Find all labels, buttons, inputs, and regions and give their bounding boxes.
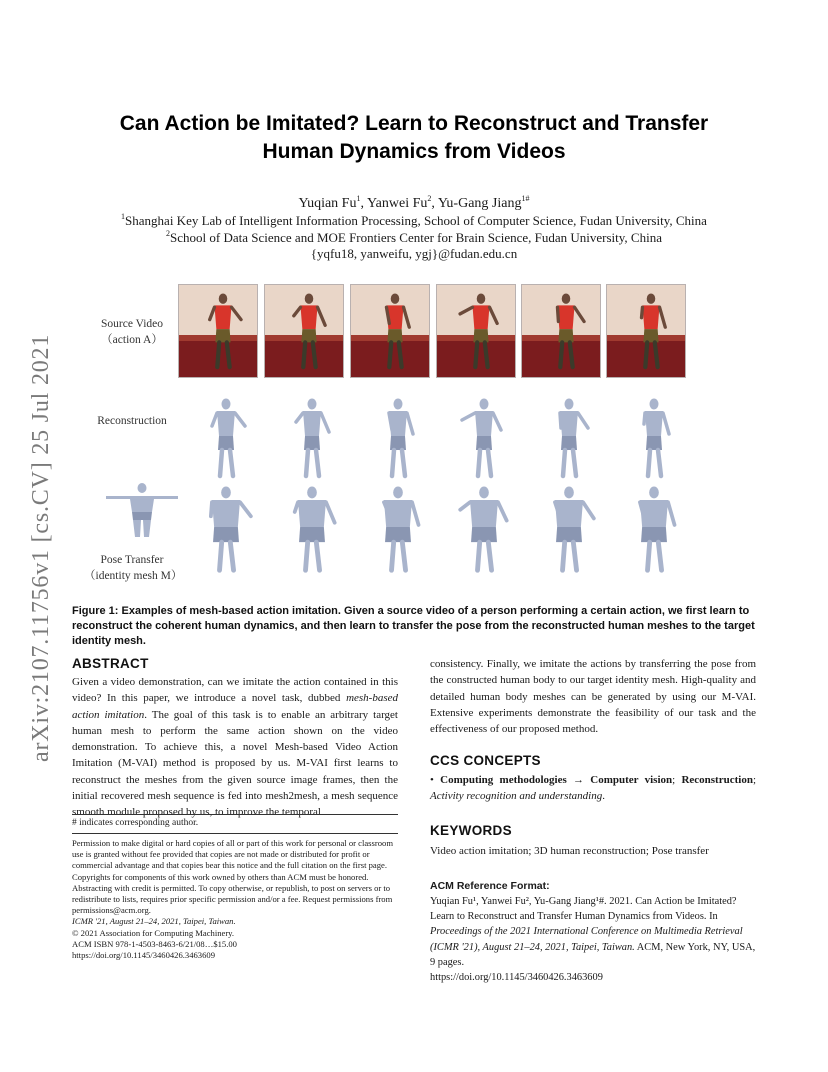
title-line-1: Can Action be Imitated? Learn to Reconstruct and Transfer [119, 112, 709, 135]
video-frame-image [351, 285, 429, 377]
venue-line: ICMR '21, August 21–24, 2021, Taipei, Taiwan. [72, 916, 236, 927]
ccs-sep: ; [752, 774, 757, 786]
copyright-line: © 2021 Association for Computing Machinery. [72, 927, 235, 938]
video-frame-image [607, 285, 685, 377]
ccs-concept: Computing methodologies [440, 774, 567, 786]
transferred-mesh [446, 482, 516, 574]
doi-line: https://doi.org/10.1145/3460426.3463609 [72, 950, 215, 961]
video-frame [178, 284, 258, 378]
figure-caption: Figure 1: Examples of mesh-based action imitation. Given a source video of a person performing a certain action, we first learn to reconstruct the coherent human dynamics, and then learn to transfer the pose from the reconstructed human meshes to the target identity mesh. [72, 605, 755, 647]
affiliation-mark: 2 [166, 229, 171, 238]
video-frame [264, 284, 344, 378]
acm-ref-italic: Proceedings of the 2021 International Conference on Multimedia Retrieval (ICMR '21), August 21–24, 2021, Taipei, Taiwan. [430, 926, 743, 953]
transferred-mesh [616, 482, 686, 574]
isbn-line: ACM ISBN 978-1-4503-8463-6/21/08…$15.00 [72, 938, 237, 949]
row-label-line: （action A） [101, 334, 163, 346]
ccs-end: . [602, 790, 605, 803]
keywords-heading: KEYWORDS [430, 823, 512, 838]
reconstructed-mesh [274, 394, 344, 486]
reconstructed-mesh [188, 394, 258, 486]
author-emails: {yqfu18, yanweifu, ygj}@fudan.edu.cn [310, 246, 518, 261]
abstract-body [72, 674, 398, 821]
author-name: Yuqian Fu [298, 196, 357, 211]
acm-ref-heading: ACM Reference Format: [430, 880, 550, 892]
acm-ref-text: Yuqian Fu¹, Yanwei Fu², Yu-Gang Jiang¹#. 2021. Can Action be Imitated? Learn to Reconstruct and Transfer Human Dynamics from Videos. In [430, 896, 737, 923]
author-list: Yuqian Fu$^1$, Yanwei Fu$^2$, Yu-Gang Jiang$^{1\#}$ [298, 194, 530, 211]
footnote-rule [72, 814, 398, 815]
source-video-label [84, 316, 180, 348]
row-label-line: Source Video [100, 318, 163, 330]
ccs-arrow: → [566, 774, 591, 786]
abstract-continuation: consistency. Finally, we imitate the actions by transferring the pose from the constructed human body to our target identity mesh. High-quality and detailed human body meshes can be generated by using our M-VAI. Extensive experiments demonstrate the feasibility of our task and the effectiveness of our proposed method. [430, 658, 756, 736]
author-mark: 2 [427, 194, 432, 203]
keywords-body: Video action imitation; 3D human reconstruction; Pose transfer [430, 845, 709, 857]
abstract-text: Given a video demonstration, can we imitate the action contained in this video? In this paper, we introduce a novel task, dubbed [72, 676, 398, 705]
reconstruction-label: Reconstruction [97, 415, 167, 427]
abstract-heading: ABSTRACT [72, 656, 149, 671]
reconstructed-mesh [616, 394, 686, 486]
permission-rule [72, 833, 398, 834]
video-frame [521, 284, 601, 378]
video-frame [350, 284, 430, 378]
permission-block [72, 838, 398, 961]
video-frame-image [522, 285, 600, 377]
video-frame-image [179, 285, 257, 377]
acm-ref-text: ACM, New York, NY, USA, 9 pages. [430, 941, 756, 968]
arxiv-stamp: arXiv:2107.11756v1 [cs.CV] 25 Jul 2021 [28, 333, 54, 762]
footnote: # indicates corresponding author. [72, 818, 199, 828]
affiliation-text: Shanghai Key Lab of Intelligent Information Processing, School of Computer Science, Fudan University, China [125, 213, 707, 228]
affiliation-mark: 1 [121, 212, 126, 221]
permission-text: Permission to make digital or hard copies of all or part of this work for personal or classroom use is granted without fee provided that copies are not made or distributed for profit or commercial advantage and that copies bear this notice and the full citation on the first page. Copyrights for components of this work owned by others than ACM must be honored. Abstracting with credit is permitted. To copy otherwise, or republish, to post on servers or to redistribute to lists, requires prior specific permission and/or a fee. Request permissions from permissions@acm.org. [72, 838, 393, 916]
pose-transfer-label [84, 552, 183, 584]
video-frame [606, 284, 686, 378]
transferred-mesh [360, 482, 430, 574]
reconstructed-mesh [360, 394, 430, 486]
ccs-concept: Reconstruction [681, 774, 753, 786]
video-frame-image [437, 285, 515, 377]
video-frame [436, 284, 516, 378]
reconstructed-mesh [446, 394, 516, 486]
row-label-line: （identity mesh M） [84, 570, 183, 582]
ccs-sep: ; [672, 774, 682, 786]
title-line-2: Human Dynamics from Videos [262, 140, 566, 163]
ccs-heading: CCS CONCEPTS [430, 753, 541, 768]
identity-mesh-tpose [102, 482, 182, 538]
ccs-body [430, 772, 756, 805]
reconstructed-mesh [531, 394, 601, 486]
affiliation-1 [80, 212, 748, 230]
abstract-italic: mesh-based action imitation [72, 692, 398, 721]
abstract-text: . The goal of this task is to enable an arbitrary target human mesh to perform the same action shown on the video demonstration. To achieve this, a novel Mesh-based Video Action Imitation (M-VAI) method is proposed by us. M-VAI first learns to reconstruct the meshes from the given source image frames, then the initial recovered mesh sequence is fed into mesh2mesh, a mesh sequence smooth module proposed by us, to improve the temporal [72, 708, 398, 819]
author-name: Yanwei Fu [366, 196, 428, 211]
affiliation-text: School of Data Science and MOE Frontiers Center for Brain Science, Fudan University, China [170, 230, 662, 245]
transferred-mesh [188, 482, 258, 574]
video-frame-image [265, 285, 343, 377]
author-mark: 1 [356, 194, 361, 203]
acm-ref-doi: https://doi.org/10.1145/3460426.3463609 [430, 972, 603, 984]
ccs-italic: Activity recognition and understanding [430, 790, 603, 803]
ccs-concept: Computer vision [590, 774, 673, 786]
ccs-bullet: • [430, 774, 434, 786]
row-label-line: Pose Transfer [100, 554, 164, 566]
paper-title [60, 110, 768, 166]
author-mark: 1# [521, 194, 530, 203]
author-name: Yu-Gang Jiang [437, 196, 522, 211]
transferred-mesh [531, 482, 601, 574]
transferred-mesh [274, 482, 344, 574]
acm-ref-body [430, 894, 758, 985]
